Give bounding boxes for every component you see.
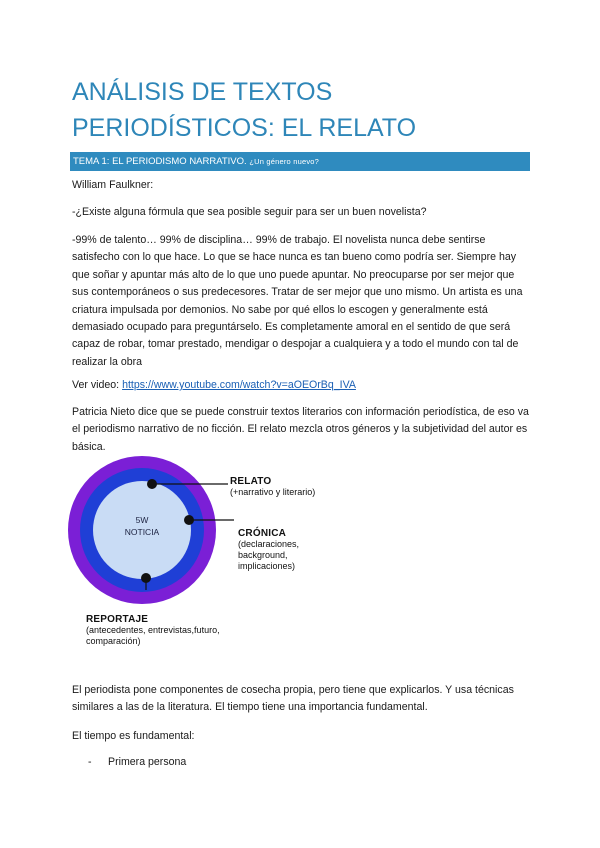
center-label-5w: 5W (135, 515, 149, 525)
bullet-text: Primera persona (108, 756, 187, 768)
center-label (102, 514, 182, 538)
reportaje-label (86, 614, 220, 647)
reportaje-title: REPORTAJE (86, 614, 149, 625)
bullet-dash: - (88, 756, 92, 768)
reportaje-dot (141, 573, 151, 583)
relato-title: RELATO (230, 476, 272, 487)
cronica-dot (184, 515, 194, 525)
author-line: William Faulkner: (72, 179, 154, 191)
video-link[interactable]: https://www.youtube.com/watch?v=aOEOrBq_IVA (122, 379, 356, 391)
relato-label (230, 476, 315, 498)
nieto-paragraph: Patricia Nieto dice que se puede construir textos literarios con información periodística, de eso va el periodismo narrativo de no ficción. El relato mezcla otros géneros y la subjetividad del autor es básica. (72, 406, 529, 453)
cronica-title: CRÓNICA (238, 528, 287, 539)
section-heading-small: ¿Un género nuevo? (249, 157, 320, 166)
cronica-label (238, 528, 299, 572)
tiempo-line: El tiempo es fundamental: (72, 730, 195, 742)
bullet-item (88, 754, 186, 771)
center-label-noticia: NOTICIA (124, 527, 160, 537)
relato-dot (147, 479, 157, 489)
cronica-desc-3: implicaciones) (238, 561, 296, 571)
question-line: -¿Existe alguna fórmula que sea posible seguir para ser un buen novelista? (72, 206, 427, 218)
relato-desc: (+narrativo y literario) (230, 487, 316, 497)
document-title: ANÁLISIS DE TEXTOS PERIODÍSTICOS: EL RELATO (72, 78, 417, 142)
section-heading-main: TEMA 1: EL PERIODISMO NARRATIVO. (73, 156, 247, 167)
periodista-paragraph: El periodista pone componentes de cosecha propia, pero tiene que explicarlos. Y usa técnicas similares a las de la literatura. El tiempo tiene una importancia fundamental. (72, 684, 514, 714)
cronica-desc-2: background, (238, 550, 288, 560)
answer-paragraph: -99% de talento… 99% de disciplina… 99% de trabajo. El novelista nunca debe sentirse satisfecho con lo que hace. Lo que se hace nunca es tan bueno como podría ser. Siempre hay que soñar y apuntar más alto de lo que uno puede apuntar. No preocuparse por ser mejor que sus contemporáneos o sus predecesores. Tratar de ser mejor que uno mismo. Un artista es una criatura impulsada por demonios. No sabe por qué ellos lo escogen y generalmente está demasiado ocupado para preguntárselo. Es completamente amoral en el sentido de que será capaz de robar, tomar prestado, mendigar o despojar a cualquiera y a todo el mundo con tal de realizar la obra (72, 234, 523, 368)
section-heading-bar (70, 152, 530, 171)
video-line (72, 377, 532, 394)
reportaje-desc-1: (antecedentes, entrevistas,futuro, (86, 625, 220, 635)
cronica-desc-1: (declaraciones, (238, 539, 300, 549)
video-prefix: Ver video: (72, 379, 123, 391)
genres-diagram (66, 470, 346, 660)
reportaje-desc-2: comparación) (86, 636, 141, 646)
